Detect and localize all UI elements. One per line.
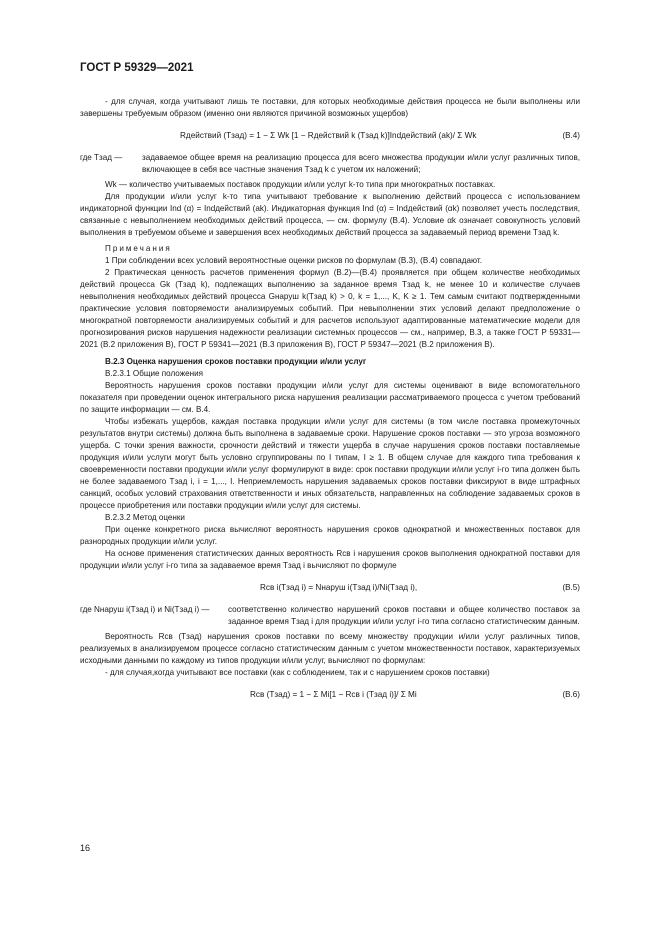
- paragraph: - для случая,когда учитывают все поставки (как с соблюдением, так и с нарушением сроков поставки): [105, 668, 490, 677]
- paragraph: Чтобы избежать ущербов, каждая поставка продукции и/или услуг для системы (в том числе поставка промежуточных результатов внутри системы) должна быть выполнена в задаваемые сроки. Нарушение сроков поставки — это угроза возможного ущерба. С точки зрения важности, срочности действий и тяжести ущерба в случае нарушения сроков поставки поставляемые продукция и/или услуги могут быть условно сгруппированы по I типам, I ≥ 1. В общем случае для каждого типа требования к своевременности поставки продукции и/или услуг формулируют в виде: срок поставки продукции и/или услуг i-го типа должен быть не более задаваемого Tзад i, i = 1,..., I. Неприемлемость нарушения задаваемых сроков поставки фиксируют в виде штрафных санкций, особых условий страхования ответственности и иных обязательств, направленных на соблюдение задаваемых сроков в процессе приобретения или поставки продукции и/или услуг для системы.: [80, 417, 580, 510]
- subsection-title: В.2.3.2 Метод оценки: [105, 513, 185, 522]
- paragraph: Wk — количество учитываемых поставок продукции и/или услуг k-то типа при многократных поставках.: [105, 180, 496, 189]
- paragraph: Вероятность Rсв (Tзад) нарушения сроков поставки по всему множеству продукции и/или услуг различных типов, реализуемых в анализируемом процессе согласно статистическим данным с учетом множественности поставок, характеризуемых исходными данными по каждому из типов продукции и/или услуг, вычисляют по формулам:: [80, 632, 580, 665]
- where-clause: [80, 604, 580, 628]
- formula-expression: Rсв i(Tзад i) = Nнаруш i(Tзад i)/Ni(Tзад i),: [260, 583, 418, 592]
- standard-header: ГОСТ Р 59329—2021: [80, 62, 194, 74]
- section-title: В.2.3 Оценка нарушения сроков поставки продукции и/или услуг: [105, 357, 367, 366]
- paragraph: Вероятность нарушения сроков поставки продукции и/или услуг для системы оценивают в виде вспомогательного показателя при проведении оценок интегрального риска нарушения реализации рассматриваемого процесса с учетом требований по защите информации — см. В.4.: [80, 381, 580, 414]
- formula-b6: [80, 683, 580, 707]
- paragraph: Для продукции и/или услуг k-то типа учитывают требование к выполнению действий процесса с использованием индикаторной функции Ind (α) = Indдействий (ak). Индикаторная функция Ind (α) = Indдействий (αk) позволяет учесть последствия, связанные с невыполнением необходимых действий процесса, — см. формулу (В.4). Условие αk означает совокупность условий выполнения в требуемом объеме и завершения всех необходимых действий процесса за задаваемый период времени Tзад k.: [80, 192, 580, 237]
- subsection-title: В.2.3.1 Общие положения: [105, 369, 203, 378]
- formula-b5: [80, 576, 580, 600]
- page-number: 16: [80, 843, 91, 853]
- where-clause: [80, 152, 580, 176]
- equation-number: (В.6): [562, 690, 580, 699]
- formula-expression: Rсв (Tзад) = 1 − Σ Mi[1 − Rсв i (Tзад i)]/ Σ Mi: [250, 690, 417, 699]
- where-definition: задаваемое общее время на реализацию процесса для всего множества продукции и/или услуг различных типов, включающее в себя все частные значения Tзад k с учетом их наложений;: [142, 153, 580, 174]
- formula-b4: [80, 124, 580, 148]
- paragraph: На основе применения статистических данных вероятность Rсв i нарушения сроков выполнения однократной поставки для продукции и/или услуг i-го типа за задаваемое время Tзад i вычисляют по формуле: [80, 549, 580, 570]
- where-symbol: где Nнаруш i(Tзад i) и Ni(Tзад i) —: [80, 605, 210, 614]
- paragraph: - для случая, когда учитывают лишь те поставки, для которых необходимые действия процесса не были выполнены или завершены требуемым образом (именно они являются причиной возможных ущербов): [80, 97, 580, 118]
- note: 2 Практическая ценность расчетов применения формул (В.2)—(В.4) проявляется при общем количестве необходимых действий процесса Gk (Tзад k), подлежащих выполнению за заданное время Tзад k, не менее 10 и количестве случаев невыполнения необходимых действий процесса Gнаруш k(Tзад k) > 0, k = 1,..., K, K ≥ 1. Тем самым считают подтвержденными практические условия повторяемости анализируемых событий. При невыполнении этих условий делают предположение о многократной повторяемости анализируемых событий и для расчетов используют адаптированные математические модели для прогнозирования рисков нарушения надежности реализации системных процессов — см., например, В.3, а также ГОСТ Р 59331—2021 (В.2 приложения В), ГОСТ Р 59341—2021 (В.3 приложения В), ГОСТ Р 59347—2021 (В.2 приложения В).: [80, 268, 580, 349]
- note: 1 При соблюдении всех условий вероятностные оценки рисков по формулам (В.3), (В.4) совпадают.: [105, 256, 482, 265]
- paragraph: При оценке конкретного риска вычисляют вероятность нарушения сроков однократной и множественных поставок для разнородных продукции и/или услуг.: [80, 525, 580, 546]
- formula-expression: Rдействий (Tзад) = 1 − Σ Wk [1 − Rдействий k (Tзад k)]Indдействий (ak)/ Σ Wk: [180, 131, 477, 140]
- where-definition: соответственно количество нарушений сроков поставки и общее количество поставок за заданное время Tзад i для продукции и/или услуг i-го типа согласно статистическим данным.: [228, 605, 580, 626]
- notes-title: Примечания: [105, 244, 172, 253]
- where-symbol: где Tзад —: [80, 153, 123, 162]
- document-body: [80, 96, 580, 711]
- equation-number: (В.5): [562, 583, 580, 592]
- equation-number: (В.4): [562, 131, 580, 140]
